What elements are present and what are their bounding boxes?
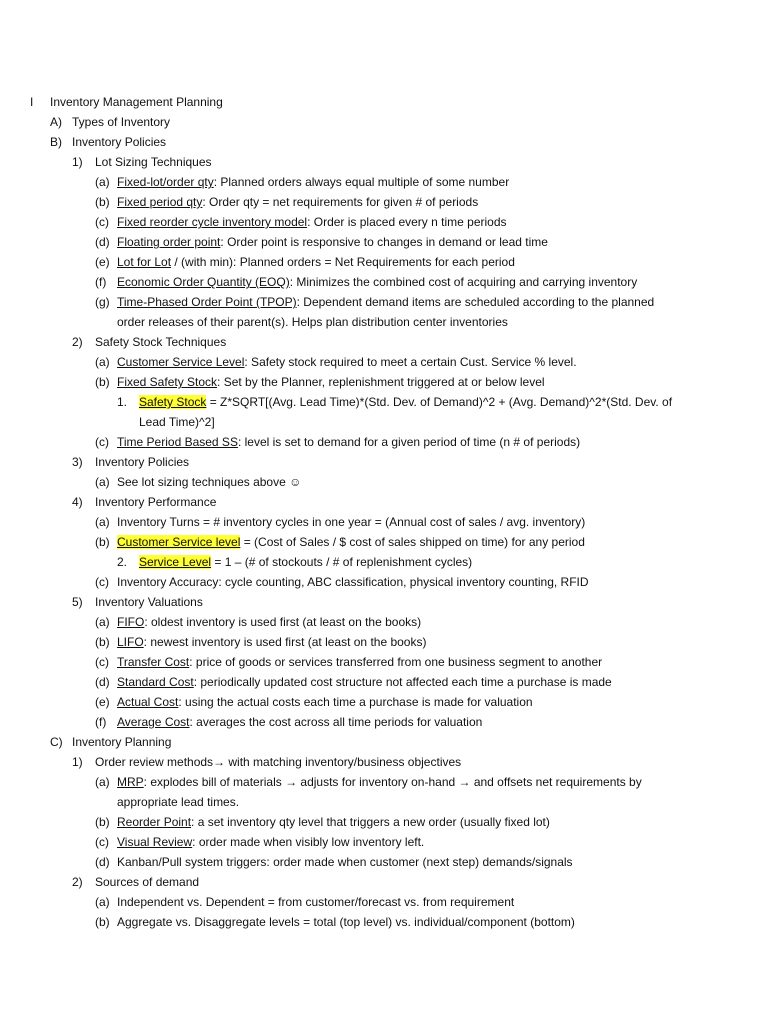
term: Fixed-lot/order qty <box>117 175 214 189</box>
item-marker: 5) <box>72 595 83 609</box>
term: Reorder Point <box>117 815 192 829</box>
item-marker: (f) <box>95 715 107 729</box>
item-text <box>117 772 642 792</box>
item-marker: (a) <box>95 775 110 789</box>
formula: = Z*SQRT[(Avg. Lead Time)*(Std. Dev. of Demand)^2 + (Avg. Demand)^2*(Std. Dev. of <box>206 395 673 409</box>
list-item <box>0 832 768 852</box>
list-item <box>0 692 768 712</box>
item-text: Inventory Policies <box>72 135 167 149</box>
outline-item-c2 <box>0 872 768 892</box>
definition: : Set by the Planner, replenishment triggered at or below level <box>217 375 545 389</box>
item-text <box>117 292 654 312</box>
item-marker: (g) <box>95 295 110 309</box>
item-marker: (c) <box>95 435 109 449</box>
list-item <box>0 352 768 372</box>
item-marker: (c) <box>95 575 109 589</box>
term: Visual Review <box>117 835 193 849</box>
item-text: Sources of demand <box>95 875 200 889</box>
highlighted-term: Service Level <box>139 555 212 569</box>
term: LIFO <box>117 635 144 649</box>
list-item <box>0 252 768 272</box>
outline-item-c1 <box>0 752 768 772</box>
term: Fixed period qty <box>117 195 203 209</box>
item-marker: (b) <box>95 195 110 209</box>
outline-item-b <box>0 132 768 152</box>
item-text <box>117 212 507 232</box>
list-item <box>0 512 768 532</box>
list-item <box>0 892 768 912</box>
definition: : Minimizes the combined cost of acquiring and carrying inventory <box>289 275 638 289</box>
term: Time Period Based SS <box>117 435 238 449</box>
section-heading <box>0 92 768 112</box>
definition: : using the actual costs each time a purchase is made for valuation <box>178 695 533 709</box>
item-marker: (b) <box>95 635 110 649</box>
item-marker: (a) <box>95 175 110 189</box>
list-item <box>0 712 768 732</box>
item-marker: 1. <box>117 395 128 409</box>
term: Economic Order Quantity (EOQ) <box>117 275 290 289</box>
item-marker: (c) <box>95 655 109 669</box>
item-marker: 2. <box>117 555 128 569</box>
continuation-text: order releases of their parent(s). Helps plan distribution center inventories <box>117 315 508 329</box>
definition: : level is set to demand for a given period of time (n # of periods) <box>237 435 581 449</box>
term: Standard Cost <box>117 675 194 689</box>
definition: : Safety stock required to meet a certain Cust. Service % level. <box>244 355 577 369</box>
item-text <box>117 632 426 652</box>
item-text <box>139 392 672 412</box>
list-item <box>0 812 768 832</box>
highlighted-term: Customer Service level <box>117 535 241 549</box>
outline-item-c <box>0 732 768 752</box>
definition: / (with min): Planned orders = Net Requirements for each period <box>171 255 515 269</box>
item-text: Order review methods→ with matching inventory/business objectives <box>95 755 462 769</box>
list-item <box>0 672 768 692</box>
term: Time-Phased Order Point (TPOP) <box>117 295 297 309</box>
item-marker: 2) <box>72 335 83 349</box>
list-item-continuation <box>0 312 768 332</box>
item-marker: (b) <box>95 375 110 389</box>
term: Fixed Safety Stock <box>117 375 218 389</box>
item-text <box>117 712 482 732</box>
term: Floating order point <box>117 235 221 249</box>
list-item <box>0 212 768 232</box>
item-marker: (e) <box>95 695 110 709</box>
item-text <box>117 672 612 692</box>
definition: : Dependent demand items are scheduled according to the planned <box>296 295 655 309</box>
list-item <box>0 532 768 552</box>
definition: : newest inventory is used first (at least on the books) <box>143 635 427 649</box>
list-item <box>0 172 768 192</box>
item-marker: (a) <box>95 515 110 529</box>
item-marker: 4) <box>72 495 83 509</box>
list-item <box>0 432 768 452</box>
list-item <box>0 632 768 652</box>
item-marker: A) <box>50 115 62 129</box>
item-text <box>117 252 515 272</box>
definition: : Order qty = net requirements for given # of periods <box>202 195 479 209</box>
section-title: Inventory Management Planning <box>50 95 223 109</box>
item-marker: 1) <box>72 755 83 769</box>
item-text: Safety Stock Techniques <box>95 335 227 349</box>
list-item-formula <box>0 392 768 412</box>
continuation-text: Lead Time)^2] <box>139 415 215 429</box>
item-marker: (a) <box>95 355 110 369</box>
list-item-formula <box>0 552 768 572</box>
item-marker: (d) <box>95 675 110 689</box>
outline-item-b5 <box>0 592 768 612</box>
item-marker: (b) <box>95 815 110 829</box>
item-marker: (b) <box>95 915 110 929</box>
outline-item-a <box>0 112 768 132</box>
item-text: Inventory Planning <box>72 735 172 749</box>
outline-item-b2 <box>0 332 768 352</box>
definition: : oldest inventory is used first (at least on the books) <box>144 615 422 629</box>
item-marker: (a) <box>95 895 110 909</box>
outline-item-b4 <box>0 492 768 512</box>
list-item <box>0 192 768 212</box>
term: Average Cost <box>117 715 190 729</box>
item-text <box>117 172 509 192</box>
item-marker: (f) <box>95 275 107 289</box>
item-text: Inventory Valuations <box>95 595 203 609</box>
definition: : Order point is responsive to changes in demand or lead time <box>220 235 548 249</box>
item-text <box>117 192 478 212</box>
item-text: Inventory Policies <box>95 455 190 469</box>
definition: : periodically updated cost structure not affected each time a purchase is made <box>193 675 612 689</box>
item-text <box>117 692 533 712</box>
definition: : Planned orders always equal multiple of some number <box>213 175 510 189</box>
item-marker: (b) <box>95 535 110 549</box>
item-marker: (d) <box>95 855 110 869</box>
outline-item-b3 <box>0 452 768 472</box>
item-text <box>117 432 580 452</box>
item-text: Inventory Turns = # inventory cycles in one year = (Annual cost of sales / avg. inventory) <box>117 515 586 529</box>
item-marker: (a) <box>95 615 110 629</box>
continuation-text: appropriate lead times. <box>117 795 240 809</box>
list-item-continuation <box>0 412 768 432</box>
item-text <box>117 272 637 292</box>
term: Actual Cost <box>117 695 179 709</box>
item-text: Independent vs. Dependent = from customer/forecast vs. from requirement <box>117 895 515 909</box>
term: Fixed reorder cycle inventory model <box>117 215 308 229</box>
list-item <box>0 652 768 672</box>
outline-item-b1 <box>0 152 768 172</box>
item-text <box>117 832 424 852</box>
item-marker: (c) <box>95 215 109 229</box>
list-item <box>0 912 768 932</box>
term: Transfer Cost <box>117 655 190 669</box>
item-text <box>117 652 602 672</box>
list-item <box>0 292 768 312</box>
item-text <box>117 372 545 392</box>
item-text <box>117 352 577 372</box>
definition: : averages the cost across all time periods for valuation <box>189 715 483 729</box>
item-text <box>117 532 585 552</box>
item-marker: (e) <box>95 255 110 269</box>
term: Customer Service Level <box>117 355 245 369</box>
item-marker: 1) <box>72 155 83 169</box>
item-text: See lot sizing techniques above ☺ <box>117 475 302 489</box>
term: MRP <box>117 775 144 789</box>
list-item <box>0 372 768 392</box>
list-item <box>0 572 768 592</box>
item-marker: 2) <box>72 875 83 889</box>
highlighted-term: Safety Stock <box>139 395 207 409</box>
item-text: Inventory Accuracy: cycle counting, ABC classification, physical inventory counting, RFID <box>117 575 589 589</box>
item-marker: (d) <box>95 235 110 249</box>
item-text: Aggregate vs. Disaggregate levels = total (top level) vs. individual/component (bottom) <box>117 915 575 929</box>
item-text <box>139 552 472 572</box>
definition: : order made when visibly low inventory left. <box>192 835 425 849</box>
item-marker: (a) <box>95 475 110 489</box>
section-number: I <box>30 95 34 109</box>
definition: : price of goods or services transferred from one business segment to another <box>189 655 603 669</box>
list-item <box>0 232 768 252</box>
definition: : a set inventory qty level that triggers a new order (usually fixed lot) <box>191 815 550 829</box>
item-text <box>117 812 550 832</box>
list-item <box>0 612 768 632</box>
formula: = 1 – (# of stockouts / # of replenishment cycles) <box>211 555 473 569</box>
term: FIFO <box>117 615 145 629</box>
item-marker: C) <box>50 735 63 749</box>
item-text <box>117 612 421 632</box>
list-item <box>0 772 768 792</box>
term: Lot for Lot <box>117 255 172 269</box>
item-marker: 3) <box>72 455 83 469</box>
item-text: Kanban/Pull system triggers: order made when customer (next step) demands/signals <box>117 855 573 869</box>
item-text <box>117 232 548 252</box>
definition: = (Cost of Sales / $ cost of sales shipped on time) for any period <box>240 535 585 549</box>
list-item <box>0 852 768 872</box>
item-text: Types of Inventory <box>72 115 171 129</box>
item-text: Inventory Performance <box>95 495 217 509</box>
list-item <box>0 272 768 292</box>
item-marker: B) <box>50 135 62 149</box>
list-item <box>0 472 768 492</box>
definition: : Order is placed every n time periods <box>307 215 507 229</box>
item-text: Lot Sizing Techniques <box>95 155 212 169</box>
item-marker: (c) <box>95 835 109 849</box>
definition: : explodes bill of materials → adjusts for inventory on-hand → and offsets net requirements by <box>143 775 642 789</box>
list-item-continuation <box>0 792 768 812</box>
